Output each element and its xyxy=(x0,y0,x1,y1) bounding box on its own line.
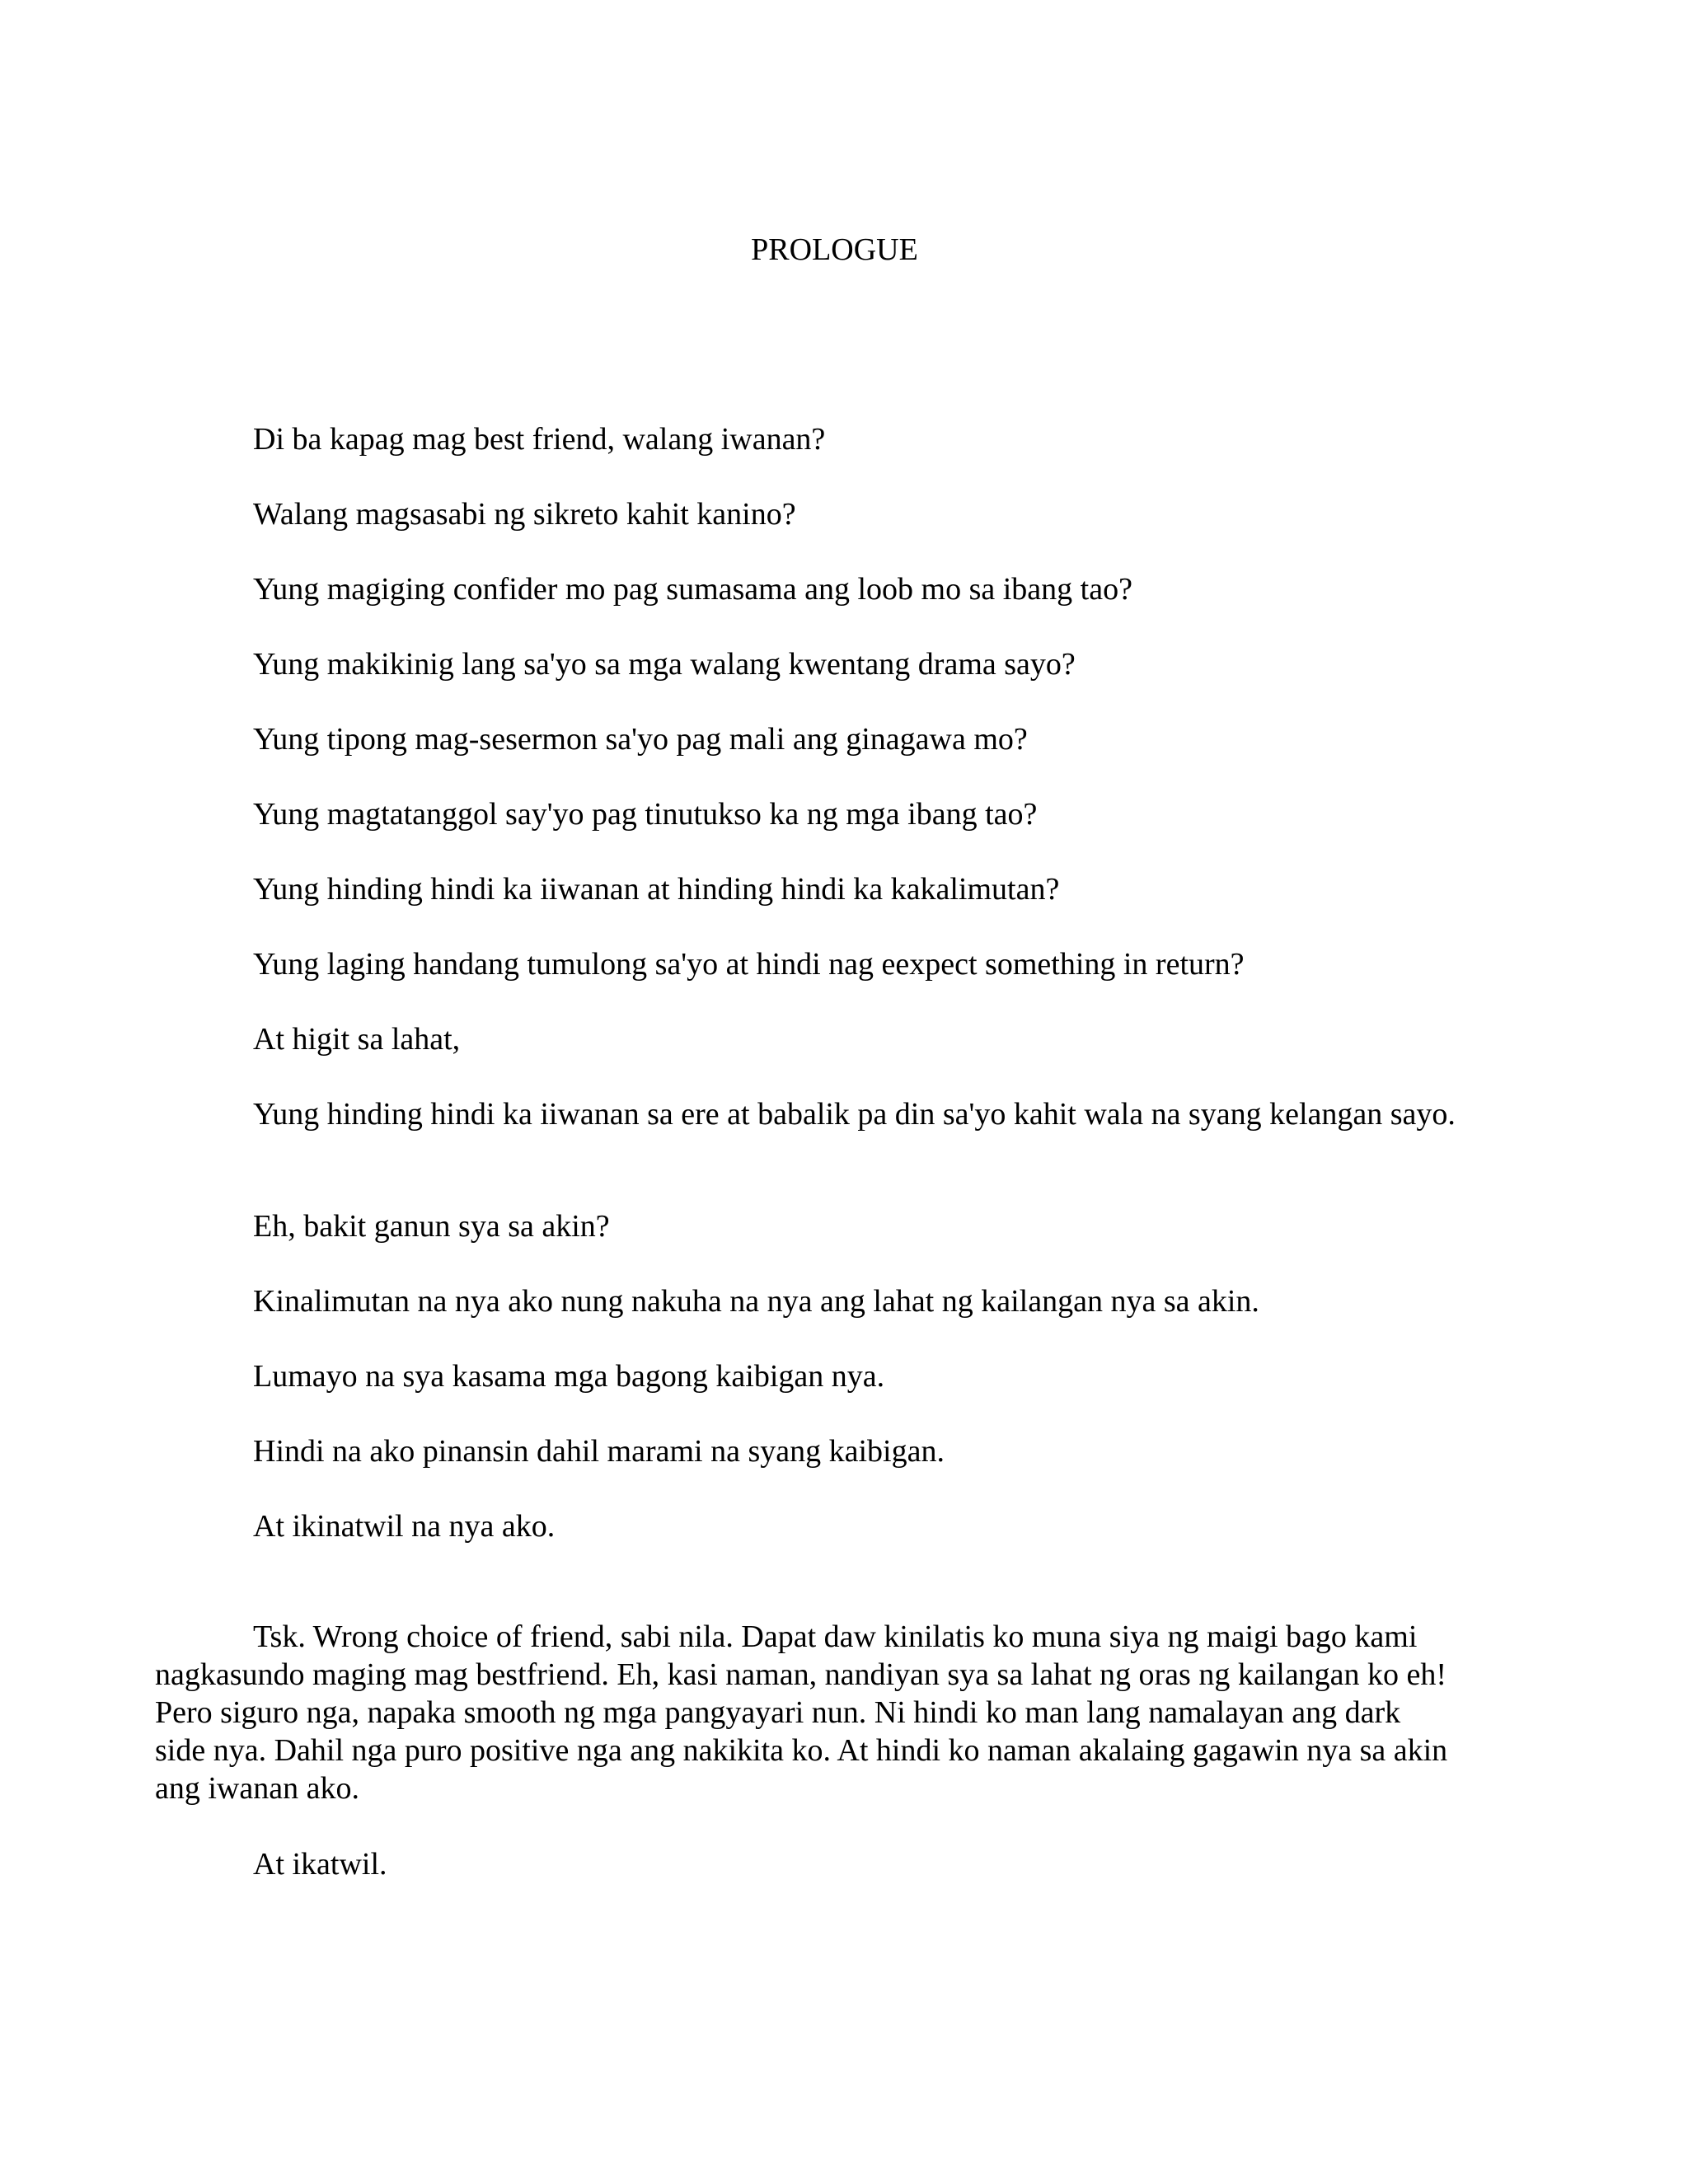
text-line: Yung makikinig lang sa'yo sa mga walang kwentang drama sayo? xyxy=(253,647,1076,682)
text-line: Yung hinding hindi ka iiwanan sa ere at babalik pa din sa'yo kahit wala na syang kelangan sayo. xyxy=(253,1097,1456,1132)
paragraph-line: Pero siguro nga, napaka smooth ng mga pangyayari nun. Ni hindi ko man lang namalayan ang dark xyxy=(155,1695,1401,1730)
paragraph-line: Tsk. Wrong choice of friend, sabi nila. Dapat daw kinilatis ko muna siya ng maigi bago kami xyxy=(253,1619,1418,1654)
text-line: Yung hinding hindi ka iiwanan at hinding hindi ka kakalimutan? xyxy=(253,872,1060,907)
paragraph-line: nagkasundo maging mag bestfriend. Eh, kasi naman, nandiyan sya sa lahat ng oras ng kailangan ko eh! xyxy=(155,1657,1447,1692)
text-line: At ikinatwil na nya ako. xyxy=(253,1509,556,1544)
text-line: Yung magiging confider mo pag sumasama ang loob mo sa ibang tao? xyxy=(253,572,1132,607)
text-line: Lumayo na sya kasama mga bagong kaibigan nya. xyxy=(253,1359,885,1394)
text-line: Yung tipong mag-sesermon sa'yo pag mali ang ginagawa mo? xyxy=(253,722,1028,757)
text-line: At higit sa lahat, xyxy=(253,1022,461,1057)
paragraph-line: side nya. Dahil nga puro positive nga ang nakikita ko. At hindi ko naman akalaing gagawin nya sa akin xyxy=(155,1733,1448,1768)
paragraph-line: ang iwanan ako. xyxy=(155,1771,359,1806)
text-line: Yung laging handang tumulong sa'yo at hindi nag eexpect something in return? xyxy=(253,947,1245,982)
text-line: Yung magtatanggol say'yo pag tinutukso ka ng mga ibang tao? xyxy=(253,797,1038,832)
body-paragraph xyxy=(155,1618,1523,1807)
text-line: Di ba kapag mag best friend, walang iwanan? xyxy=(253,422,826,457)
closing-line: At ikatwil. xyxy=(253,1847,387,1882)
text-line: Hindi na ako pinansin dahil marami na syang kaibigan. xyxy=(253,1434,945,1469)
page-title: PROLOGUE xyxy=(751,232,918,267)
text-line: Walang magsasabi ng sikreto kahit kanino? xyxy=(253,497,796,532)
text-line: Kinalimutan na nya ako nung nakuha na nya ang lahat ng kailangan nya sa akin. xyxy=(253,1284,1259,1319)
text-line: Eh, bakit ganun sya sa akin? xyxy=(253,1209,610,1244)
